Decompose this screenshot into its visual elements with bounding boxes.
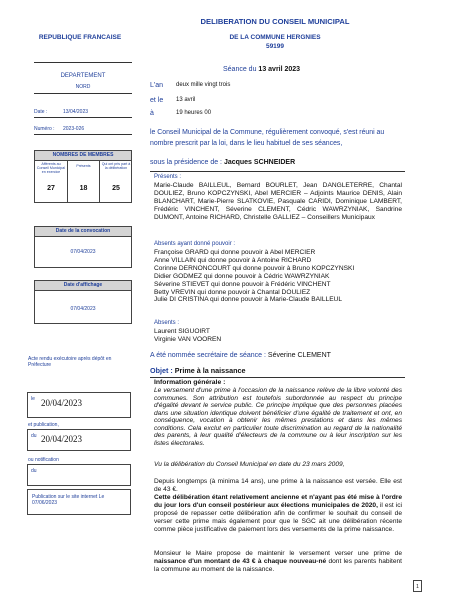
president-name: Jacques SCHNEIDER [223,159,296,166]
paragraph-2 [154,494,402,534]
members-col-2-header: Présents [76,164,91,168]
seance-date: 13 avril 2023 [258,66,301,73]
publication-du-label: du [31,433,37,439]
absent-item: Laurent SIGUOIRT [154,328,210,335]
seance-prefix: Séance du [223,66,259,73]
numero-rule [34,134,132,135]
members-title: NOMBRES DE MEMBRES [35,151,131,161]
affichage-value: 07/04/2023 [70,306,96,312]
publication-label: et publication, [28,422,59,428]
members-col-1-value: 27 [47,185,55,192]
info-text: Le versement d'une prime à l'occasion de la naissance relève de la libre volonté des communes. Son attribution est toutefois subordonnée au respect du principe d'égalité devant le service public. Ce principe implique que des personnes placées dans une situation identique doivent bénéficier d'une égalité de traitement et ont, en conséquence, vocation à obtenir les mêmes prestations et dans les mêmes conditions. Cela exclut en particulier toute discrimination au regard de la nationalité des parents, à leur qualité d'électeurs de la commune ou à leur inscription sur les listes électorales. [154,387,402,447]
absents-pouvoir-list [154,249,402,304]
paragraph-3-a: Monsieur le Maire propose de maintenir le versement verser une prime de [154,550,402,557]
left-top-rule [34,62,132,63]
absents-list [154,328,402,344]
absent-pouvoir-item: Didier GODMEZ qui donne pouvoir à Cédric WAWRZYNIAK [154,272,330,280]
departement-label: DEPARTEMENT [60,73,106,79]
info-title: Information générale : [154,379,226,386]
publication-date-value: 20/04/2023 [41,434,83,444]
objet-rule [150,377,405,378]
le-label: et le [150,97,164,104]
notification-label: ou notification [28,457,59,463]
depot-date-field [27,392,131,418]
republic-label: REPUBLIQUE FRANCAISE [38,34,122,41]
vu-deliberation: Vu la délibération du Conseil Municipal en date du 23 mars 2009, [154,461,345,468]
members-col-2-value: 18 [79,185,88,192]
presents-title: Présents : [154,174,182,180]
convocation-label: Date de la convocation [35,227,131,237]
members-col-3-value: 25 [112,185,120,192]
objet-value: Prime à la naissance [174,366,246,375]
notification-du-label: du [31,468,37,474]
secretaire-line [150,352,331,360]
convocation-intro: le Conseil Municipal de la Commune, régulièrement convoqué, s'est réuni au nombre prescrit par la loi, dans le lieu habituel de ses séances, [150,129,385,147]
paragraph-2-bold: Cette délibération étant relativement ancienne et n'ayant pas été mise à l'ordre du jour lors d'un conseil postérieur aux élections municipales de 2020, [154,494,402,509]
depot-date-value: 20/04/2023 [41,398,83,408]
members-col-1-header: Afférents au Conseil Municipal en exercice [36,162,66,175]
secretaire-name: Séverine CLEMENT [267,352,331,359]
page-number: 1 [413,580,422,592]
numero-label: Numéro : [34,126,55,132]
a-label: à [150,110,154,117]
absent-pouvoir-item: Françoise GRARD qui donne pouvoir à Abel MERCIER [154,249,316,256]
absents-title: Absents : [154,320,180,326]
notification-date-field [27,464,131,486]
postal-code: 59199 [265,43,285,50]
date-rule [34,117,132,118]
departement-rule [34,93,132,94]
le-value: 13 avril [176,97,196,103]
convocation-value: 07/04/2023 [70,249,96,255]
affichage-box [34,280,132,324]
absent-item: Virginie VAN VOOREN [154,335,222,343]
an-value: deux mille vingt trois [176,82,231,88]
secretaire-prefix: A été nommée secrétaire de séance : [150,352,268,359]
members-col-3-header: Qui ont pris part à la délibération [101,162,131,171]
paragraph-2-rest: il est ici proposé de repasser cette délibération afin de confirmer le souhait du conseil de verser cette prime mais également pour que le SGC ait une délibération récente comme pièce justificative de paiement lors des versements de la prime naissance. [154,501,402,533]
objet-label: Objet : [150,366,175,375]
departement-value: NORD [75,84,91,90]
publication-site-box [27,489,131,515]
absent-pouvoir-item: Betty VREVIN qui donne pouvoir à Chantal DOULIEZ [154,288,311,296]
absent-pouvoir-item: Julie DI CRISTINA qui donne pouvoir à Marie-Claude BAILLEUL [154,296,343,304]
members-table [34,150,132,203]
convocation-box [34,226,132,268]
publication-date-field [27,429,131,451]
paragraph-3 [154,550,402,574]
date-label: Date : [34,109,48,115]
objet-line [150,366,246,375]
an-label: L'an [150,82,164,89]
presents-list: Marie-Claude BAILLEUL, Bernard BOURLET, Jean DANGLETERRE, Chantal DOULIEZ, Bruno KOPCZYNSKI, Abel MERCIER – Adjoints Maurice DENIS, Alain BLANCHART, Marie-Pierre SLATKOVIE, Pasquale CARIDI, Dominique LAMBERT, Frédéric VINCHENT, Séverine CLEMENT, Cédric WAWRZYNIAK, Sandrine DUMONT, Antoine RICHARD, Christelle GALLIEZ – Conseillers Municipaux [154,182,402,221]
absents-pouvoir-title: Absents ayant donné pouvoir : [154,241,236,247]
presidence-rule [150,171,405,172]
date-value: 13/04/2023 [63,109,89,115]
a-value: 19 heures 00 [176,110,212,116]
paragraph-1: Depuis longtemps (à minima 14 ans), une prime à la naissance est versée. Elle est de 43 €. [154,478,402,493]
document-title: DELIBERATION DU CONSEIL MUNICIPAL [200,17,350,26]
affichage-label: Date d'affichage [35,281,131,291]
depot-le-label: le [31,396,35,402]
members-col-3 [100,160,132,202]
presidence-line [150,159,295,167]
paragraph-3-bold: naissance d'un montant de 43 € à chaque nouveau-né [154,557,327,565]
numero-value: 2023-026 [63,126,85,132]
paragraph-3-b: dont les parents habitent la commune au moment de la naissance. [154,557,402,573]
seance-line [223,66,300,74]
absent-pouvoir-item: Anne VILLAIN qui donne pouvoir à Antoine RICHARD [154,256,312,264]
members-col-2 [68,160,100,202]
acte-executoire-text: Acte rendu exécutoire après dépôt en Préfecture [28,356,112,368]
absent-pouvoir-item: Séverine STIEVET qui donne pouvoir à Frédéric VINCHENT [154,280,331,288]
members-col-1 [35,160,68,202]
commune-name: DE LA COMMUNE HERGNIES [229,34,321,41]
publication-site-text: Publication sur le site internet Le 07/06/2023 [32,494,105,506]
presidence-prefix: sous la présidence de : [150,159,224,166]
absent-pouvoir-item: Corinne DERNONCOURT qui donne pouvoir à Bruno KOPCZYNSKI [154,264,355,272]
